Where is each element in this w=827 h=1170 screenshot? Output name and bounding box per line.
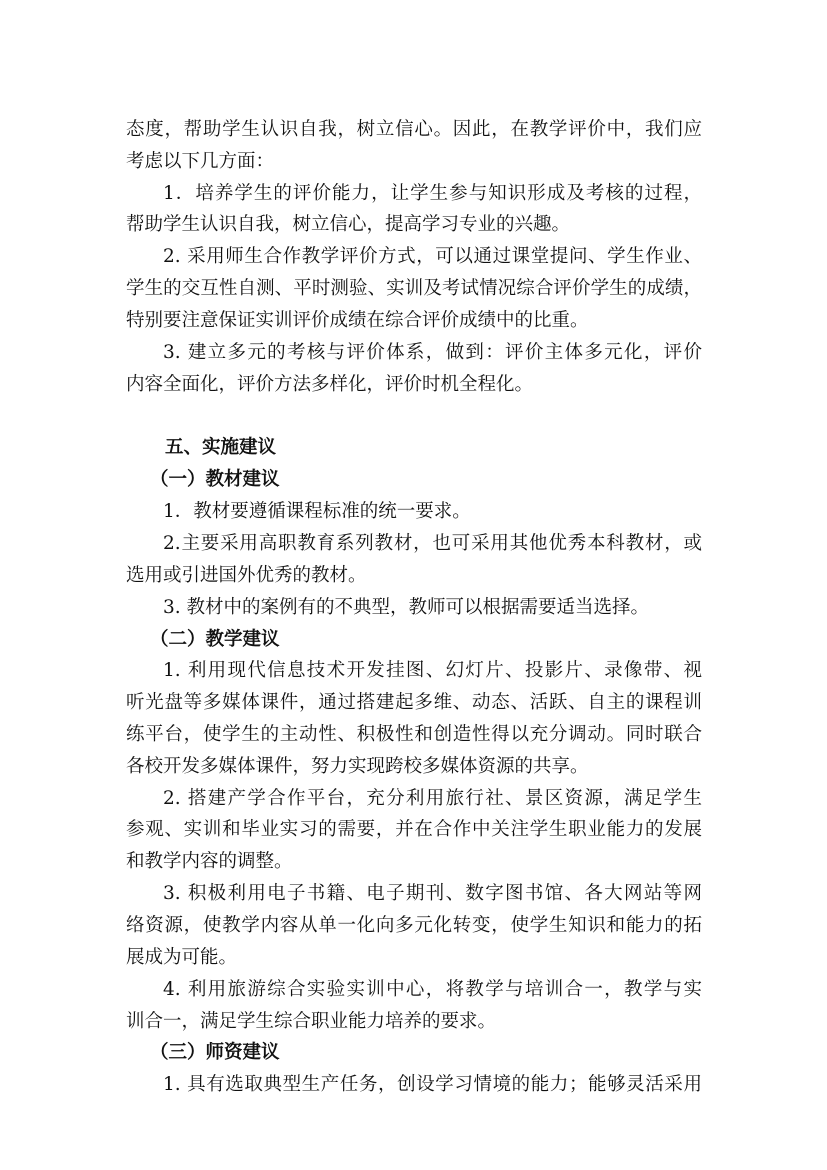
subsection-heading: （一）教材建议 — [150, 469, 280, 490]
paragraph-line: 各校开发多媒体课件，努力实现跨校多媒体资源的共享。 — [126, 756, 589, 777]
list-item-line: 3. 积极利用电子书籍、电子期刊、数字图书馆、各大网站等网 — [163, 883, 702, 904]
list-item-line: 2. 采用师生合作教学评价方式，可以通过课堂提问、学生作业、 — [163, 246, 702, 267]
paragraph-line: 内容全面化，评价方法多样化，评价时机全程化。 — [126, 374, 534, 395]
list-item-line: 1. 利用现代信息技术开发挂图、幻灯片、投影片、录像带、视 — [163, 660, 702, 681]
list-item-line: 2.主要采用高职教育系列教材，也可采用其他优秀本科教材，或 — [163, 533, 702, 554]
list-item-line: 1. 具有选取典型生产任务，创设学习情境的能力；能够灵活采用 — [163, 1074, 702, 1095]
list-item-line: 1．培养学生的评价能力，让学生参与知识形成及考核的过程， — [163, 183, 702, 204]
paragraph-line: 练平台，使学生的主动性、积极性和创造性得以充分调动。同时联合 — [126, 724, 702, 745]
list-item-line: 3. 建立多元的考核与评价体系，做到：评价主体多元化，评价 — [163, 342, 702, 363]
list-item-line: 2. 搭建产学合作平台，充分利用旅行社、景区资源，满足学生 — [163, 788, 702, 809]
paragraph-line: 态度，帮助学生认识自我，树立信心。因此，在教学评价中，我们应 — [126, 119, 702, 140]
subsection-heading: （二）教学建议 — [150, 629, 280, 650]
section-heading: 五、实施建议 — [165, 437, 277, 458]
list-item-line: 3. 教材中的案例有的不典型，教师可以根据需要适当选择。 — [163, 597, 650, 618]
paragraph-line: 展成为可能。 — [126, 947, 238, 968]
paragraph-line: 考虑以下几方面： — [126, 151, 275, 172]
paragraph-line: 选用或引进国外优秀的教材。 — [126, 565, 367, 586]
paragraph-line: 和教学内容的调整。 — [126, 851, 293, 872]
list-item-line: 1．教材要遵循课程标准的统一要求。 — [163, 501, 471, 522]
paragraph-line: 络资源，使教学内容从单一化向多元化转变，使学生知识和能力的拓 — [126, 915, 702, 936]
list-item-line: 4. 利用旅游综合实验实训中心，将教学与培训合一，教学与实 — [163, 979, 702, 1000]
paragraph-line: 训合一，满足学生综合职业能力培养的要求。 — [126, 1011, 497, 1032]
paragraph-line: 听光盘等多媒体课件，通过搭建起多维、动态、活跃、自主的课程训 — [126, 692, 702, 713]
paragraph-line: 学生的交互性自测、平时测验、实训及考试情况综合评价学生的成绩， — [126, 278, 702, 299]
paragraph-line: 参观、实训和毕业实习的需要，并在合作中关注学生职业能力的发展 — [126, 819, 702, 840]
paragraph-line: 帮助学生认识自我，树立信心，提高学习专业的兴趣。 — [126, 214, 571, 235]
subsection-heading: （三）师资建议 — [150, 1042, 280, 1063]
paragraph-line: 特别要注意保证实训评价成绩在综合评价成绩中的比重。 — [126, 310, 589, 331]
